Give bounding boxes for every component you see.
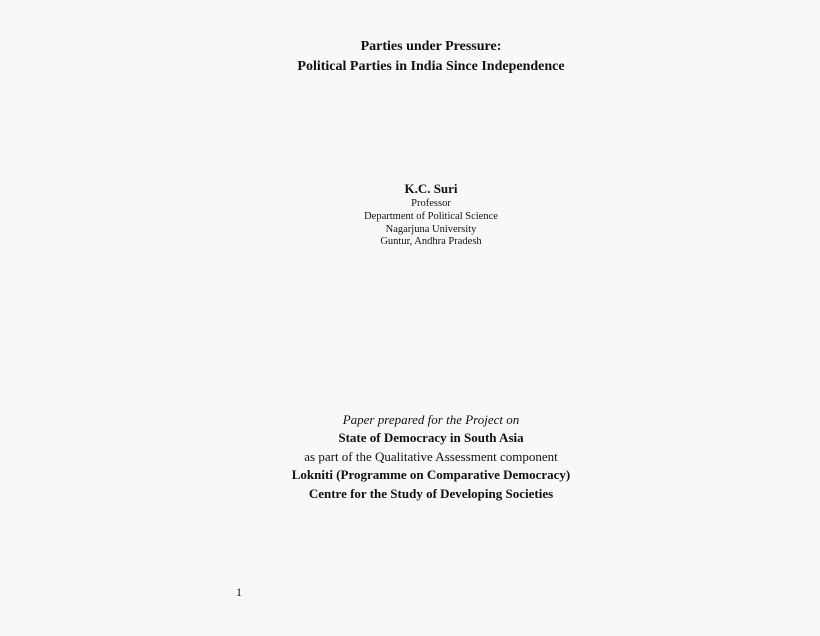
project-program: Lokniti (Programme on Comparative Democracy) [291, 467, 571, 483]
title-line-2: Political Parties in India Since Independence [297, 59, 565, 74]
author-university: Nagarjuna University [385, 223, 477, 235]
author-info [0, 180, 820, 249]
author-location: Guntur, Andhra Pradesh [380, 236, 482, 248]
project-info [0, 411, 820, 503]
project-component: as part of the Qualitative Assessment component [304, 448, 558, 464]
project-name: State of Democracy in South Asia [338, 430, 524, 446]
author-name: K.C. Suri [404, 181, 458, 196]
page-number: 1 [236, 585, 242, 599]
document-title [0, 37, 820, 77]
title-line-1: Parties under Pressure: [360, 39, 502, 54]
author-department: Department of Political Science [364, 210, 498, 222]
project-centre: Centre for the Study of Developing Societies [308, 485, 554, 501]
project-intro: Paper prepared for the Project on [342, 412, 520, 427]
author-position: Professor [411, 198, 451, 209]
